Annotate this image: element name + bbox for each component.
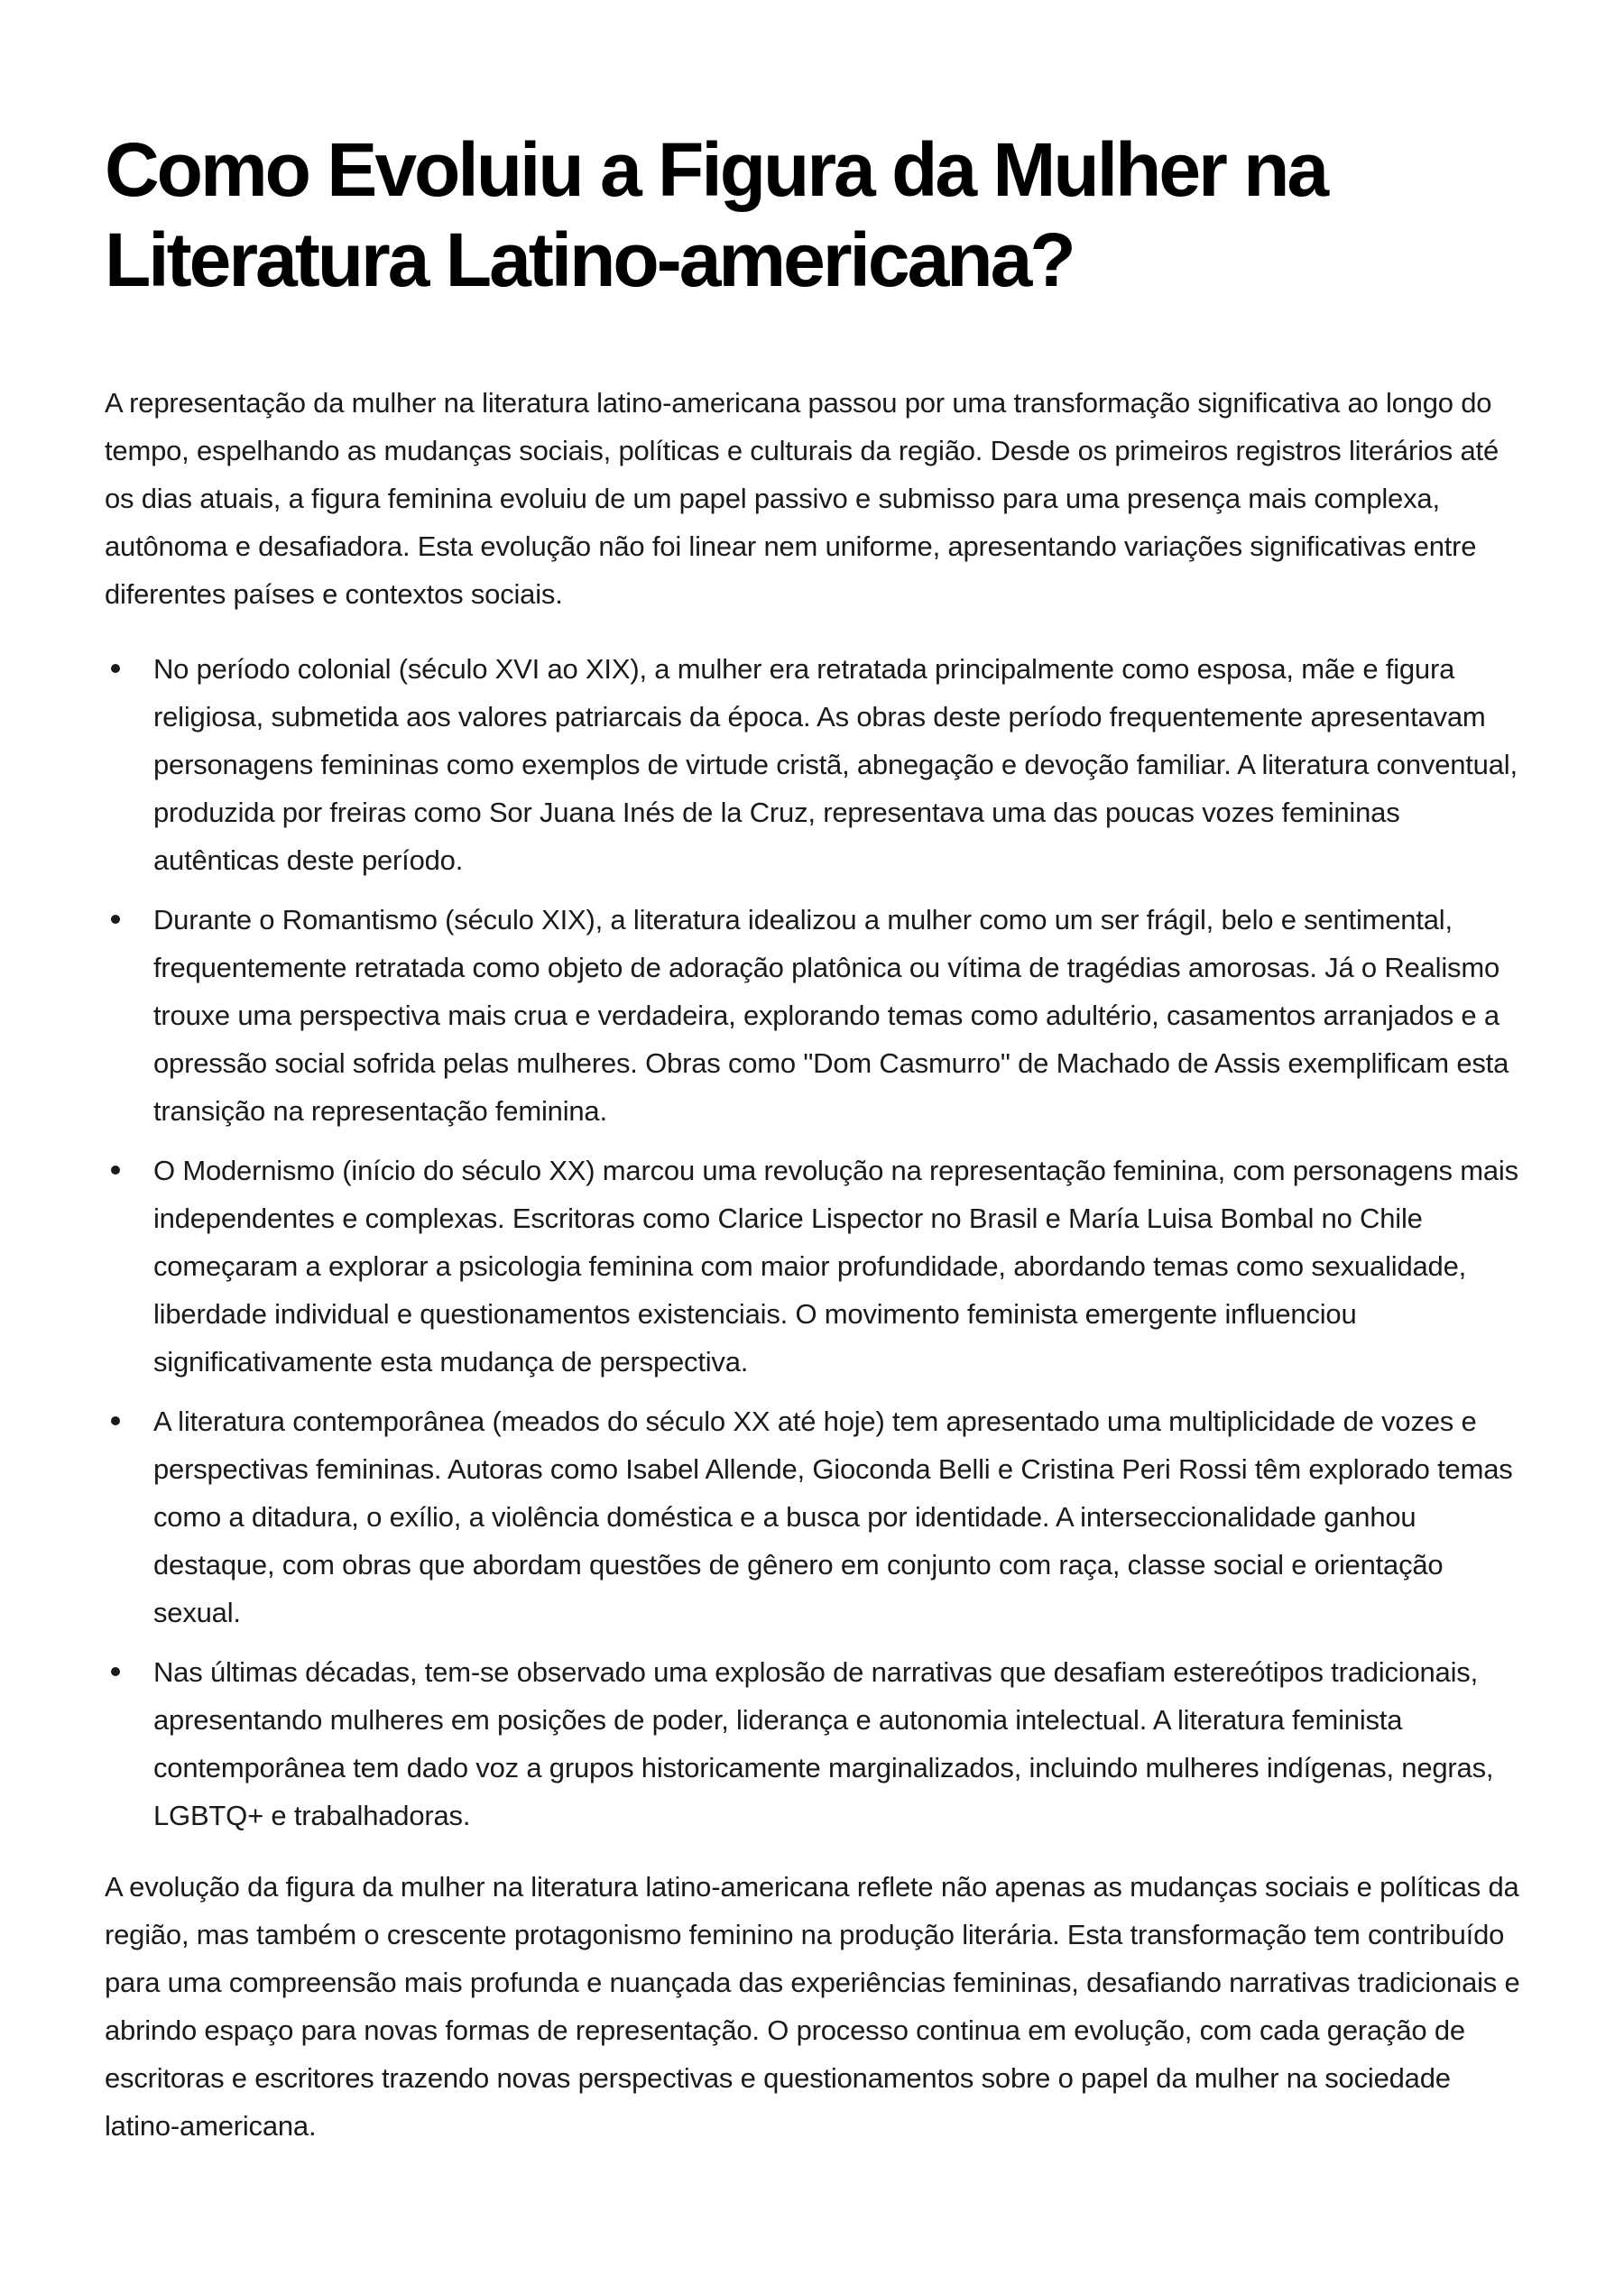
list-item-modernismo bbox=[105, 1147, 1530, 1386]
list-item-colonial bbox=[105, 645, 1530, 884]
list-item-ultimas-decadas bbox=[105, 1648, 1530, 1839]
bullet-icon bbox=[111, 915, 120, 924]
list-item-text: A literatura contemporânea (meados do século XX até hoje) tem apresentado uma multiplicidade de vozes e perspectivas femininas. Autoras como Isabel Allende, Gioconda Belli e Cristina Peri Rossi têm explorado temas como a ditadura, o exílio, a violência doméstica e a busca por identidade. A interseccionalidade ganhou destaque, com obras que abordam questões de gênero em conjunto com raça, classe social e orientação sexual. bbox=[153, 1406, 1513, 1628]
bullet-icon bbox=[111, 1667, 120, 1676]
bullet-icon bbox=[111, 1166, 120, 1175]
list-item-contemporanea bbox=[105, 1397, 1530, 1636]
list-item-text: Nas últimas décadas, tem-se observado uma explosão de narrativas que desafiam estereótipos tradicionais, apresentando mulheres em posições de poder, liderança e autonomia intelectual. A literatura feminista contemporânea tem dado voz a grupos historicamente marginalizados, incluindo mulheres indígenas, negras, LGBTQ+ e trabalhadoras. bbox=[153, 1656, 1494, 1831]
bullet-icon bbox=[111, 1416, 120, 1425]
conclusion-paragraph: A evolução da figura da mulher na literatura latino-americana reflete não apenas as mudanças sociais e políticas da região, mas também o crescente protagonismo feminino na produção literária. Esta transformação tem contribuído para uma compreensão mais profunda e nuançada das experiências femininas, desafiando narrativas tradicionais e abrindo espaço para novas formas de representação. O processo continua em evolução, com cada geração de escritoras e escritores trazendo novas perspectivas e questionamentos sobre o papel da mulher na sociedade latino-americana. bbox=[105, 1871, 1520, 2142]
list-item-romantismo bbox=[105, 896, 1530, 1135]
list-item-text: Durante o Romantismo (século XIX), a literatura idealizou a mulher como um ser frágil, belo e sentimental, frequentemente retratada como objeto de adoração platônica ou vítima de tragédias amorosas. Já o Realismo trouxe uma perspectiva mais crua e verdadeira, explorando temas como adultério, casamentos arranjados e a opressão social sofrida pelas mulheres. Obras como "Dom Casmurro" de Machado de Assis exemplificam esta transição na representação feminina. bbox=[153, 904, 1509, 1127]
list-item-text: No período colonial (século XVI ao XIX), a mulher era retratada principalmente como esposa, mãe e figura religiosa, submetida aos valores patriarcais da época. As obras deste período frequentemente apresentavam personagens femininas como exemplos de virtude cristã, abnegação e devoção familiar. A literatura conventual, produzida por freiras como Sor Juana Inés de la Cruz, representava uma das poucas vozes femininas autênticas deste período. bbox=[153, 653, 1518, 876]
page-title: Como Evoluiu a Figura da Mulher na Literatura Latino-americana? bbox=[105, 127, 1327, 302]
document-page bbox=[105, 124, 1530, 2150]
list-item-text: O Modernismo (início do século XX) marcou uma revolução na representação feminina, com personagens mais independentes e complexas. Escritoras como Clarice Lispector no Brasil e María Luisa Bombal no Chile começaram a explorar a psicologia feminina com maior profundidade, abordando temas como sexualidade, liberdade individual e questionamentos existenciais. O movimento feminista emergente influenciou significativamente esta mudança de perspectiva. bbox=[153, 1155, 1518, 1378]
bullet-icon bbox=[111, 664, 120, 673]
intro-paragraph: A representação da mulher na literatura latino-americana passou por uma transformação significativa ao longo do tempo, espelhando as mudanças sociais, políticas e culturais da região. Desde os primeiros registros literários até os dias atuais, a figura feminina evoluiu de um papel passivo e submisso para uma presença mais complexa, autônoma e desafiadora. Esta evolução não foi linear nem uniforme, apresentando variações significativas entre diferentes países e contextos sociais. bbox=[105, 387, 1499, 610]
bullet-list bbox=[105, 645, 1530, 1839]
